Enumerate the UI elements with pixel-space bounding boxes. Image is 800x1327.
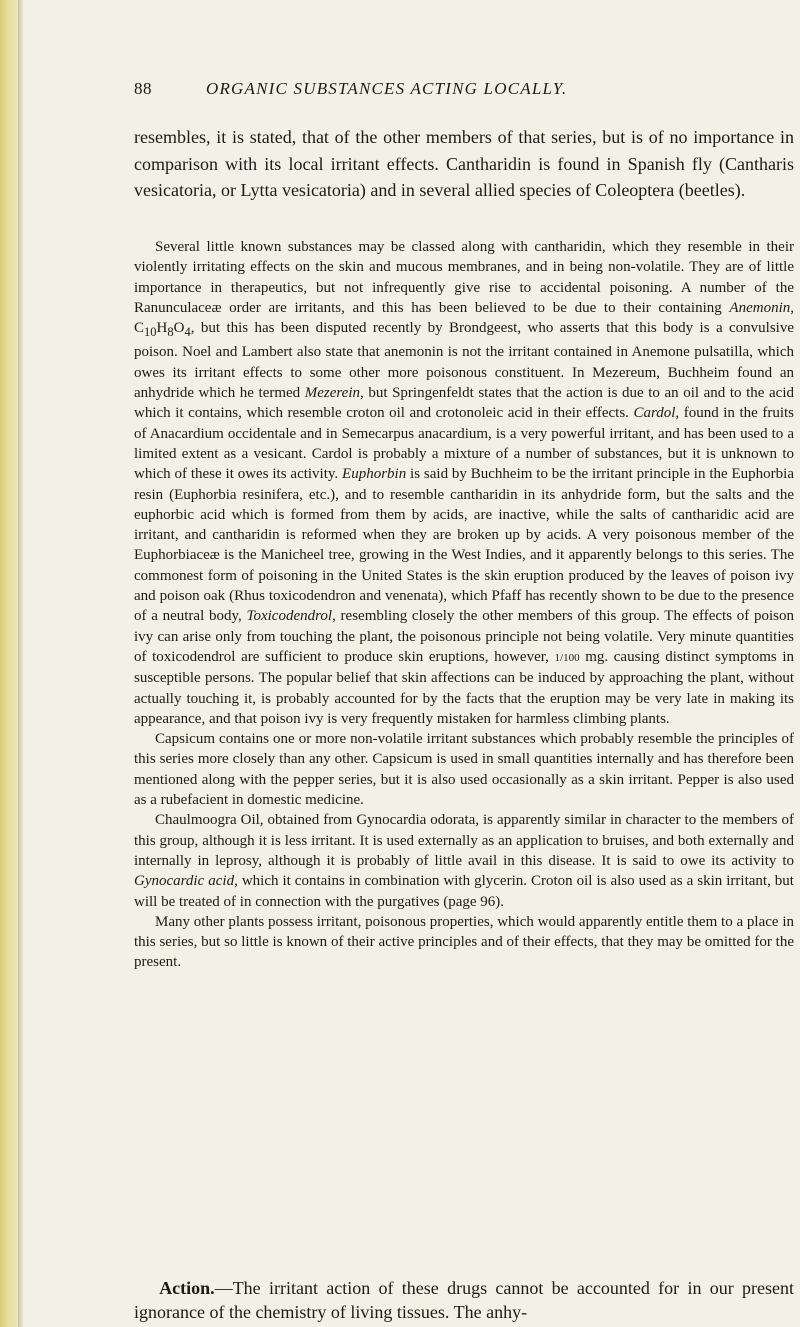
book-binding-edge: [0, 0, 18, 1327]
text-run: , but this has been disputed recently by Brondgeest, who asserts that this body is a convulsive poison. Noel and Lambert also state that anemonin is not the irritant contained in Anemone pulsatilla, which owes its irritant effects to some other more poisonous constituent. In Mezereum, Buchheim found an anhydride which he termed: [134, 320, 794, 402]
page-number: 88: [134, 79, 152, 98]
text-run: Chaulmoogra Oil, obtained from Gynocardia odorata, is apparently similar in character to the members of this group, although it is less irritant. It is used externally as an application to bruises, and both externally and internally in leprosy, although it is probably of little avail in this disease. It is said to owe its activity to: [134, 812, 794, 869]
paragraph-other-plants: Many other plants possess irritant, poisonous properties, which would apparently entitle them to a place in this series, but so little is known of their active principles and of their effects, that they may be omitted for the present.: [134, 913, 794, 971]
text-run: , which it contains in combination with glycerin. Croton oil is also used as a skin irritant, but will be treated of in connection with the purgatives (page 96).: [134, 873, 794, 910]
chemical-formula: $C_{10}H_8O_4$: [134, 320, 191, 340]
text-run: , found in the fruits of Anacardium occidentale and in Semecarpus anacardium, is a very powerful irritant, and has been used to a limited extent as a vesicant. Cardol is probably a mixture of a number of substances, but it is unknown to which of these it owes its activity.: [134, 405, 794, 483]
lead-paragraph: resembles, it is stated, that of the other members of that series, but is of no importance in comparison with its local irritant effects. Cantharidin is found in Spanish fly (Cantharis vesicatoria, or Lytta vesicatoria) and in several allied species of Coleoptera (beetles).: [134, 127, 794, 200]
running-head: ORGANIC SUBSTANCES ACTING LOCALLY.: [206, 79, 568, 98]
paragraph-chaulmoogra: [134, 810, 794, 911]
term-toxicodendrol: Toxicodendrol: [246, 608, 333, 625]
text-run: Several little known substances may be classed along with cantharidin, which they resemble in their violently irritating effects on the skin and mucous membranes, and in being non-volatile. They are of little importance in therapeutics, but not infrequently give rise to accidental poisoning. A number of the Ranunculaceæ order are irritants, and this has been believed to be due to their containing: [134, 239, 794, 316]
paragraph-capsicum: Capsicum contains one or more non-volatile irritant substances which probably resemble the principles of this series more closely than any other. Capsicum is used in small quantities internally and has therefore been mentioned along with the pepper series, but it is also used occasionally as a skin irritant. Pepper is also used as a rubefacient in domestic medicine.: [134, 731, 794, 809]
action-heading: Action.: [159, 1278, 215, 1298]
binding-shadow: [18, 0, 24, 1327]
term-anemonin: Anemonin: [729, 299, 791, 316]
text-run: is said by Buchheim to be the irritant principle in the Euphorbia resin (Euphorbia resinifera, etc.), and to resemble cantharidin in its anhydride form, but the salts and the euphorbic acid which is formed from them by acids, are inactive, while the salts of cantharidic acid are irritant, and cantharidin is reformed when they are broken up by acids. A very poisonous member of the Euphorbiaceæ is the Manicheel tree, growing in the West Indies, and it apparently belongs to this series. The commonest form of poisoning in the United States is the skin eruption produced by the leaves of poison ivy and poison oak (Rhus toxicodendron and venenata), which Pfaff has recently shown to be due to the presence of a neutral body,: [134, 466, 794, 625]
text-run: , resembling closely the other members of this group. The effects of poison ivy can arise only from touching the plant, the poisonous principle not being volatile. Very minute quantities of toxicodendrol are sufficient to produce skin eruptions, however,: [134, 608, 794, 665]
term-mezerein: Mezerein: [304, 385, 361, 402]
text-run: mg. causing distinct symptoms in susceptible persons. The popular belief that skin affections can be induced by approaching the plant, without actually touching it, is probably accounted for by the facts that the eruption may be very late in making its appearance, and that poison ivy is very frequently mistaken for harmless climbing plants.: [134, 648, 794, 727]
dose-fraction: 1/100: [554, 651, 580, 664]
text-run: , but Springenfeldt states that the action is due to an oil and to the acid which it contains, which resemble croton oil and crotonoleic acid in their effects.: [134, 385, 794, 422]
term-euphorbin: Euphorbin: [342, 466, 407, 483]
paragraph-action: [134, 1276, 794, 1324]
book-page: [134, 0, 794, 1327]
small-print-section: [134, 237, 794, 973]
term-gynocardic-acid: Gynocardic acid: [134, 873, 235, 890]
term-cardol: Cardol: [633, 405, 676, 422]
page-header: [134, 79, 794, 101]
paragraph-irritant-substances: Several little known substances may be classed along with cantharidin, which they resemble in their violently irritating effects on the skin and mucous membranes, and in being non-volatile. They are of little importance in therapeutics, but not infrequently give rise to accidental poisoning. A number of the Ranunculaceæ order are irritants, and this has been believed to be due to their containing Anemonin, $C_{10}H_8O_4$, but this has been disputed recently by Brondgeest, who asserts that this body is a convulsive poison. Noel and Lambert also state that anemonin is not the irritant contained in Anemone pulsatilla, which owes its irritant effects to some other more poisonous constituent. In Mezereum, Buchheim found an anhydride which he termed Mezerein, but Springenfeldt states that the action is due to an oil and to the acid which it contains, which resemble croton oil and crotonoleic acid in their effects. Cardol, found in the fruits of Anacardium occidentale and in Semecarpus anacardium, is a very powerful irritant, and has been used to a limited extent as a vesicant. Cardol is probably a mixture of a number of substances, but it is unknown to which of these it owes its activity. Euphorbin is said by Buchheim to be the irritant principle in the Euphorbia resin (Euphorbia resinifera, etc.), and to resemble cantharidin in its anhydride form, but the salts and the euphorbic acid which is formed from them by acids, are inactive, while the salts of cantharidic acid are irritant, and cantharidin is reformed when they are broken up by acids. A very poisonous member of the Euphorbiaceæ is the Manicheel tree, growing in the West Indies, and it apparently belongs to this series. The commonest form of poisoning in the United States is the skin eruption produced by the leaves of poison ivy and poison oak (Rhus toxicodendron and venenata), which Pfaff has recently shown to be due to the presence of a neutral body, Toxicodendrol, resembling closely the other members of this group. The effects of poison ivy can arise only from touching the plant, the poisonous principle not being volatile. Very minute quantities of toxicodendrol are sufficient to produce skin eruptions, however, 1/100 mg. causing distinct symptoms in susceptible persons. The popular belief that skin affections can be induced by approaching the plant, without actually touching it, is probably accounted for by the facts that the eruption may be very late in making its appearance, and that poison ivy is very frequently mistaken for harmless climbing plants.: [134, 239, 794, 727]
action-text: —The irritant action of these drugs cannot be accounted for in our present ignorance of the chemistry of living tissues. The anhy-: [134, 1278, 794, 1322]
